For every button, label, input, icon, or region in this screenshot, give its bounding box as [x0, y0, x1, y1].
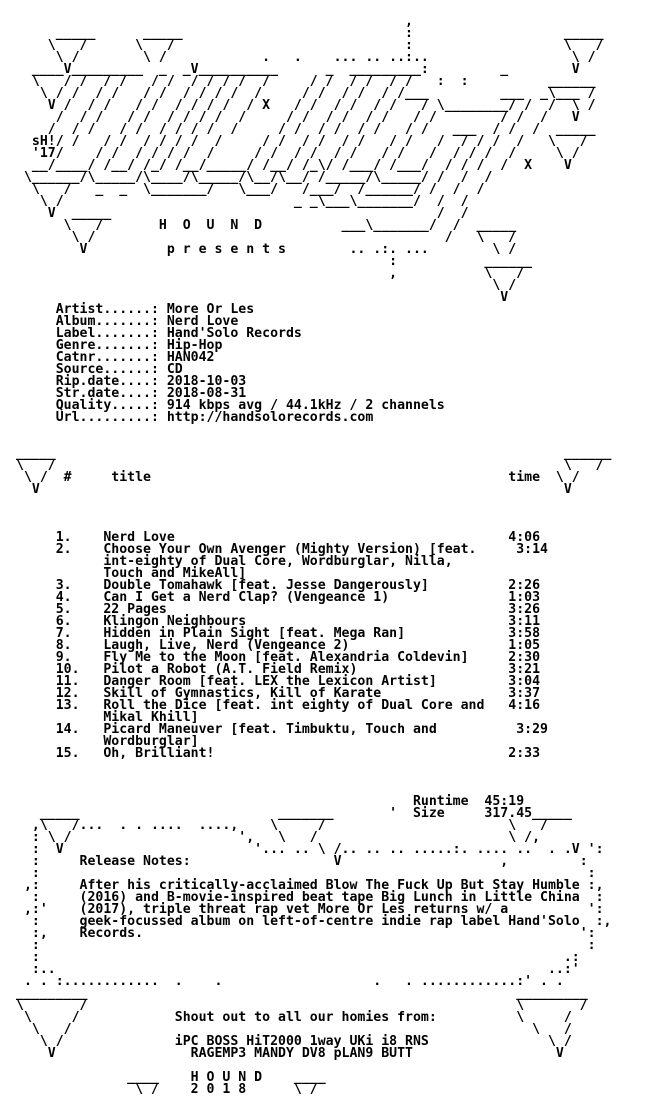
nfo-ascii-art: , _____ _____ : _____ \ / \ / : \ / \ / \ / . . ... .. ..:.. \ / ____V_________ _ _V__________ _ _________: _ V \ / / / / / / / / / / / / / / / / / : : ______ \ / / / / / / / / / / / / / / / / /___ ___ _\___ / V / / / / / / / / / / X / / / / / / / \________/ / / \ / / / / / / / / / / / / / / / / / / / / / / V / / / / / / / / / / / / / / / / / / ___ / / / _____ sH!/ / / / / / / / / / / / / / / / / / / / / / \ / '17/ / / / / / / / / / / / / / / / / / / / / \ / __/____/ /__/ /_/ /__/_____/ /__/ /_\/ /___/ /___/ / / / / X V \______/\_____/\____/\_____/\__/\__/ /_____/\_____/ / / / \ / _ _ \_______/ \___/ /___/ /______/ / / / \ / _ _\___\_______/ / / V _____ / / \ / H O U N D ___\_______/ / _____ \ / / \ / V p r e s e n t s .. .:. ... \ / : ______ , \ / \ / V Artist......: More Or Les Album.......: Nerd Love Label.......: Hand'Solo Records Genre.......: Hip-Hop Catnr.......: HAN042 Source......: CD Rip.date....: 2018-10-03 Str.date....: 2018-08-31 Quality.....: 914 kbps avg / 44.1kHz / 2 channels Url.........: http://handsolorecords.com _____ ______ \ / \ / \ / # title time \ / V V 1. Nerd Love 4:06 2. Choose Your Own Avenger (Mighty Version) [feat. 3:14 int-eighty of Dual Core, Wordburglar, Nilla, Touch and MikeAll] 3. Double Tomahawk [feat. Jesse Dangerously] 2:26 4. Can I Get a Nerd Clap? (Vengeance 1) 1:03 5. 22 Pages 3:26 6. Klingon Neighbours 3:11 7. Hidden in Plain Sight [feat. Mega Ran] 3:58 8. Laugh, Live, Nerd (Vengeance 2) 1:05 9. Fly Me to the Moon [feat. Alexandria Coldevin] 2:30 10. Pilot a Robot (A.T. Field Remix) 3:21 11. Danger Room [feat. LEX the Lexicon Artist] 3:04 12. Skill of Gymnastics, Kill of Karate 3:37 13. Roll the Dice [feat. int eighty of Dual Core and 4:16 Mikal Khill] 14. Picard Maneuver [feat. Timbuktu, Touch and 3:29 Wordburglar] 15. Oh, Brilliant! 2:33 Runtime 45:19 _____ _______ ' Size 317.45_____ ,\ /... . . .... ...., \ / \ / : \ / ', \ / \ /, : V '... .. \ /.. .. .. .....:. .... .. . .V ': : Release Notes: V , : : : ,: After his critically-acclaimed Blow The Fuck Up But Stay Humble :, : (2016) and B-movie-inspired beat tape Big Lunch in Little China : ,:' (2017), triple threat rap vet More Or Les returns w/ a ': : geek-focussed album on left-of-centre indie rap label Hand'Solo :, :, Records. ': : : : .: :.. ..:' . . :............ . . . . ............:' . . _________ _________ \ / \ / \ / Shout out to all our homies from: \ / \ / \ / \ / iPC BOSS HiT2000 1way UKi i8 RNS \ / V RAGEMP3 MANDY DV8 pLAN9 BUTT V ____ H O U N D ____ \ / 2 0 1 8 \ / [16, 14, 612, 1097]
